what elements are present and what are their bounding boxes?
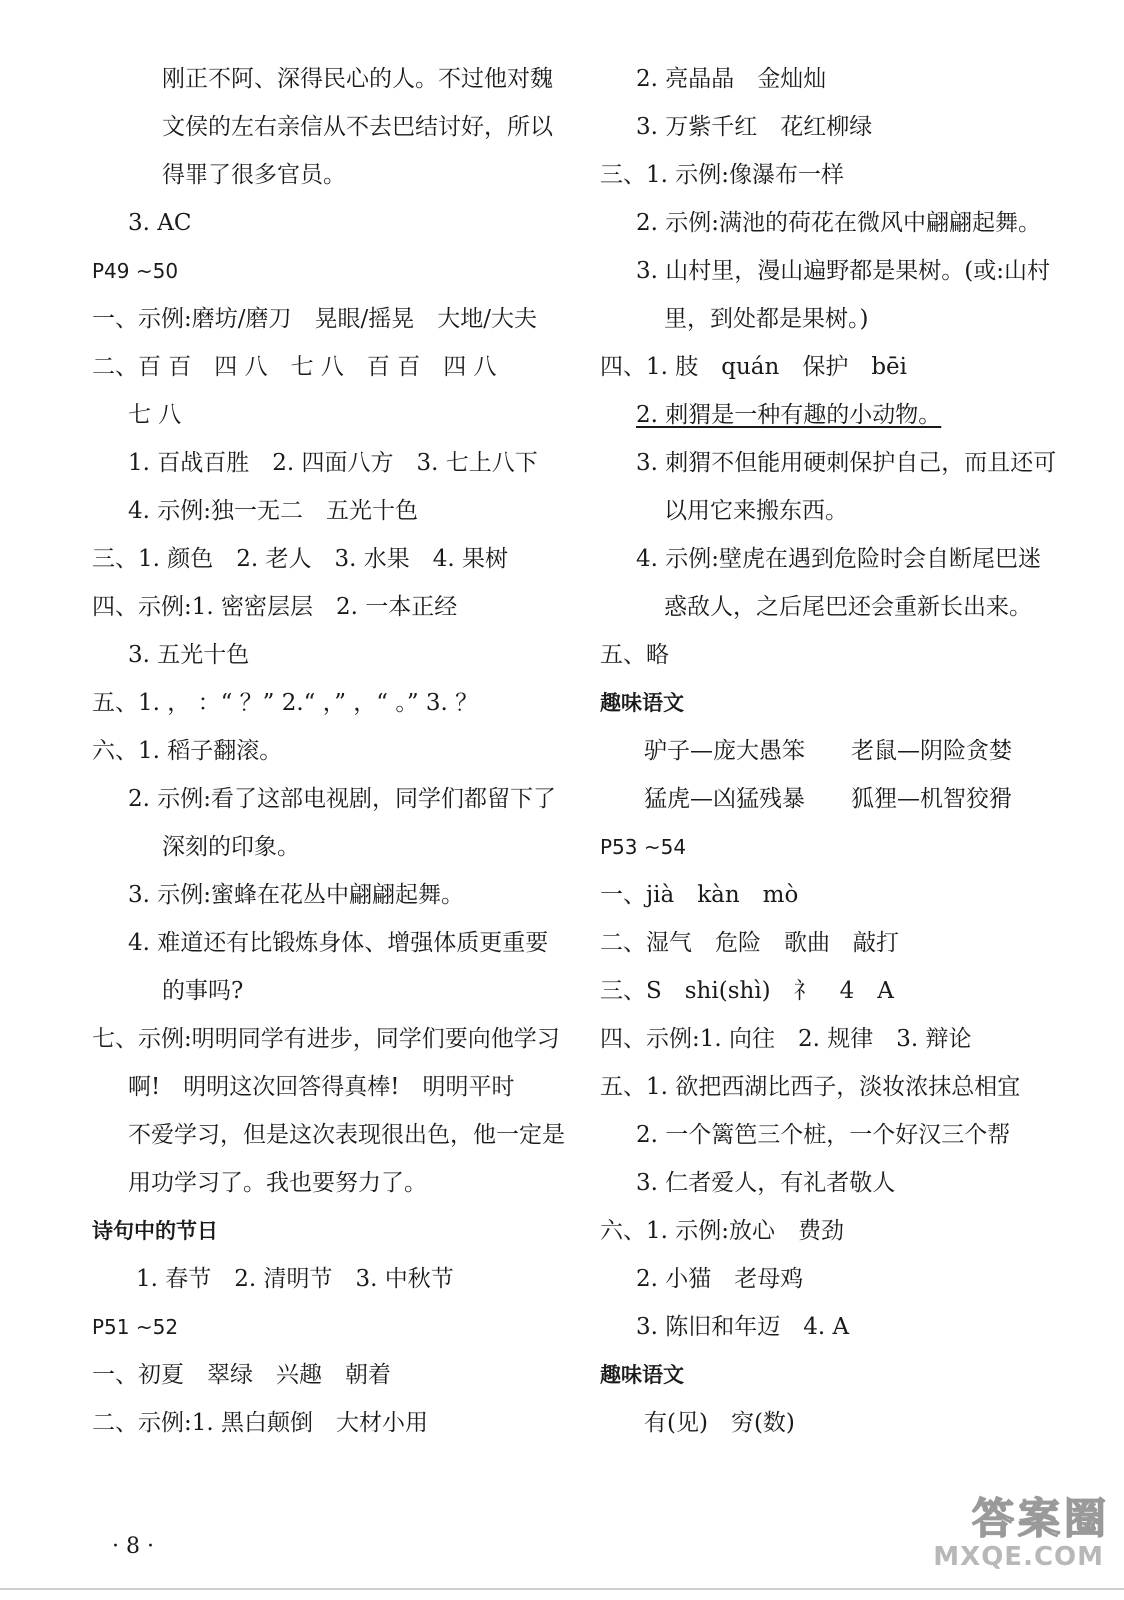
section-heading: 趣味语文	[600, 1363, 684, 1387]
answer-line: 3. 仁者爱人，有礼者敬人	[636, 1170, 896, 1196]
answer-line: 七、示例:明明同学有进步，同学们要向他学习	[92, 1026, 560, 1052]
answer-line: 三、1. 颜色 2. 老人 3. 水果 4. 果树	[92, 546, 509, 572]
answer-line: 五、1. ， ：“ ？” 2.“ ，” ，“ 。” 3. ？	[92, 690, 479, 716]
answer-line: 4. 示例:独一无二 五光十色	[128, 498, 419, 524]
answer-line: 2. 示例:看了这部电视剧，同学们都留下了	[128, 786, 557, 812]
watermark-text: 答案圈	[971, 1494, 1110, 1543]
answer-line: 3. 陈旧和年迈 4. A	[636, 1314, 850, 1340]
answer-line: 一、初夏 翠绿 兴趣 朝着	[92, 1362, 391, 1388]
answer-line: 二、湿气 危险 歌曲 敲打	[600, 930, 899, 956]
answer-line: 3. AC	[128, 210, 192, 236]
answer-line: 惑敌人，之后尾巴还会重新长出来。	[664, 594, 1032, 620]
answer-line: 不爱学习，但是这次表现很出色，他一定是	[128, 1122, 565, 1148]
answer-line: 3. 五光十色	[128, 642, 250, 668]
answer-line: 2. 小猫 老母鸡	[636, 1266, 804, 1292]
answer-line: 驴子—庞大愚笨 老鼠—阴险贪婪	[644, 738, 1012, 764]
answer-line: 六、1. 稻子翻滚。	[92, 738, 283, 764]
answer-line: 啊! 明明这次回答得真棒! 明明平时	[128, 1074, 515, 1100]
watermark-url: MXQE.COM	[933, 1542, 1104, 1572]
answer-line: 猛虎—凶猛残暴 狐狸—机智狡猾	[644, 786, 1012, 812]
answer-line: 文侯的左右亲信从不去巴结讨好，所以	[162, 114, 553, 140]
answer-line: 3. 万紫千红 花红柳绿	[636, 114, 873, 140]
page-range-heading: P49 ~50	[92, 259, 179, 283]
answer-line: 1. 春节 2. 清明节 3. 中秋节	[136, 1266, 454, 1292]
answer-line: 四、示例:1. 密密层层 2. 一本正经	[92, 594, 458, 620]
underlined-answer-line: 2. 刺猬是一种有趣的小动物。	[636, 402, 942, 428]
answer-line: 深刻的印象。	[162, 834, 300, 860]
answer-line: 刚正不阿、深得民心的人。不过他对魏	[162, 66, 553, 92]
answer-line: 四、1. 肢 quán 保护 bēi	[600, 354, 908, 380]
page-number: · 8 ·	[112, 1534, 154, 1559]
answer-line: 二、百 百 四 八 七 八 百 百 四 八	[92, 354, 497, 380]
section-heading: 趣味语文	[600, 691, 684, 715]
answer-line: 1. 百战百胜 2. 四面八方 3. 七上八下	[128, 450, 538, 476]
answer-line: 2. 一个篱笆三个桩，一个好汉三个帮	[636, 1122, 1011, 1148]
page-range-heading: P53 ~54	[600, 835, 687, 859]
answer-line: 3. 刺猬不但能用硬刺保护自己，而且还可	[636, 450, 1057, 476]
answer-line: 二、示例:1. 黑白颠倒 大材小用	[92, 1410, 429, 1436]
answer-line: 3. 山村里，漫山遍野都是果树。(或:山村	[636, 258, 1050, 284]
answer-line: 得罪了很多官员。	[162, 162, 346, 188]
answer-line: 一、jià kàn mò	[600, 882, 799, 908]
answer-line: 一、示例:磨坊/磨刀 晃眼/摇晃 大地/大夫	[92, 306, 537, 332]
answer-line: 的事吗?	[162, 978, 244, 1004]
answer-line: 4. 示例:壁虎在遇到危险时会自断尾巴迷	[636, 546, 1042, 572]
answer-line: 七 八	[128, 402, 182, 428]
answer-line: 以用它来搬东西。	[664, 498, 848, 524]
answer-line: 里，到处都是果树。)	[664, 306, 869, 332]
section-heading: 诗句中的节日	[92, 1219, 218, 1243]
answer-line: 五、略	[600, 642, 669, 668]
answer-line: 3. 示例:蜜蜂在花丛中翩翩起舞。	[128, 882, 465, 908]
bottom-rule	[0, 1588, 1124, 1590]
watermark-logo	[910, 1486, 1110, 1586]
answer-line: 2. 示例:满池的荷花在微风中翩翩起舞。	[636, 210, 1042, 236]
answer-line: 六、1. 示例:放心 费劲	[600, 1218, 845, 1244]
answer-line: 三、1. 示例:像瀑布一样	[600, 162, 845, 188]
answer-line: 2. 亮晶晶 金灿灿	[636, 66, 827, 92]
page-range-heading: P51 ~52	[92, 1315, 179, 1339]
answer-line: 用功学习了。我也要努力了。	[128, 1170, 427, 1196]
answer-line: 有(见) 穷(数)	[644, 1410, 795, 1436]
answer-line: 五、1. 欲把西湖比西子，淡妆浓抹总相宜	[600, 1074, 1021, 1100]
answer-line: 三、S shi(shì) 礻 4 A	[600, 978, 894, 1004]
answer-line: 四、示例:1. 向往 2. 规律 3. 辩论	[600, 1026, 972, 1052]
answer-line: 4. 难道还有比锻炼身体、增强体质更重要	[128, 930, 549, 956]
